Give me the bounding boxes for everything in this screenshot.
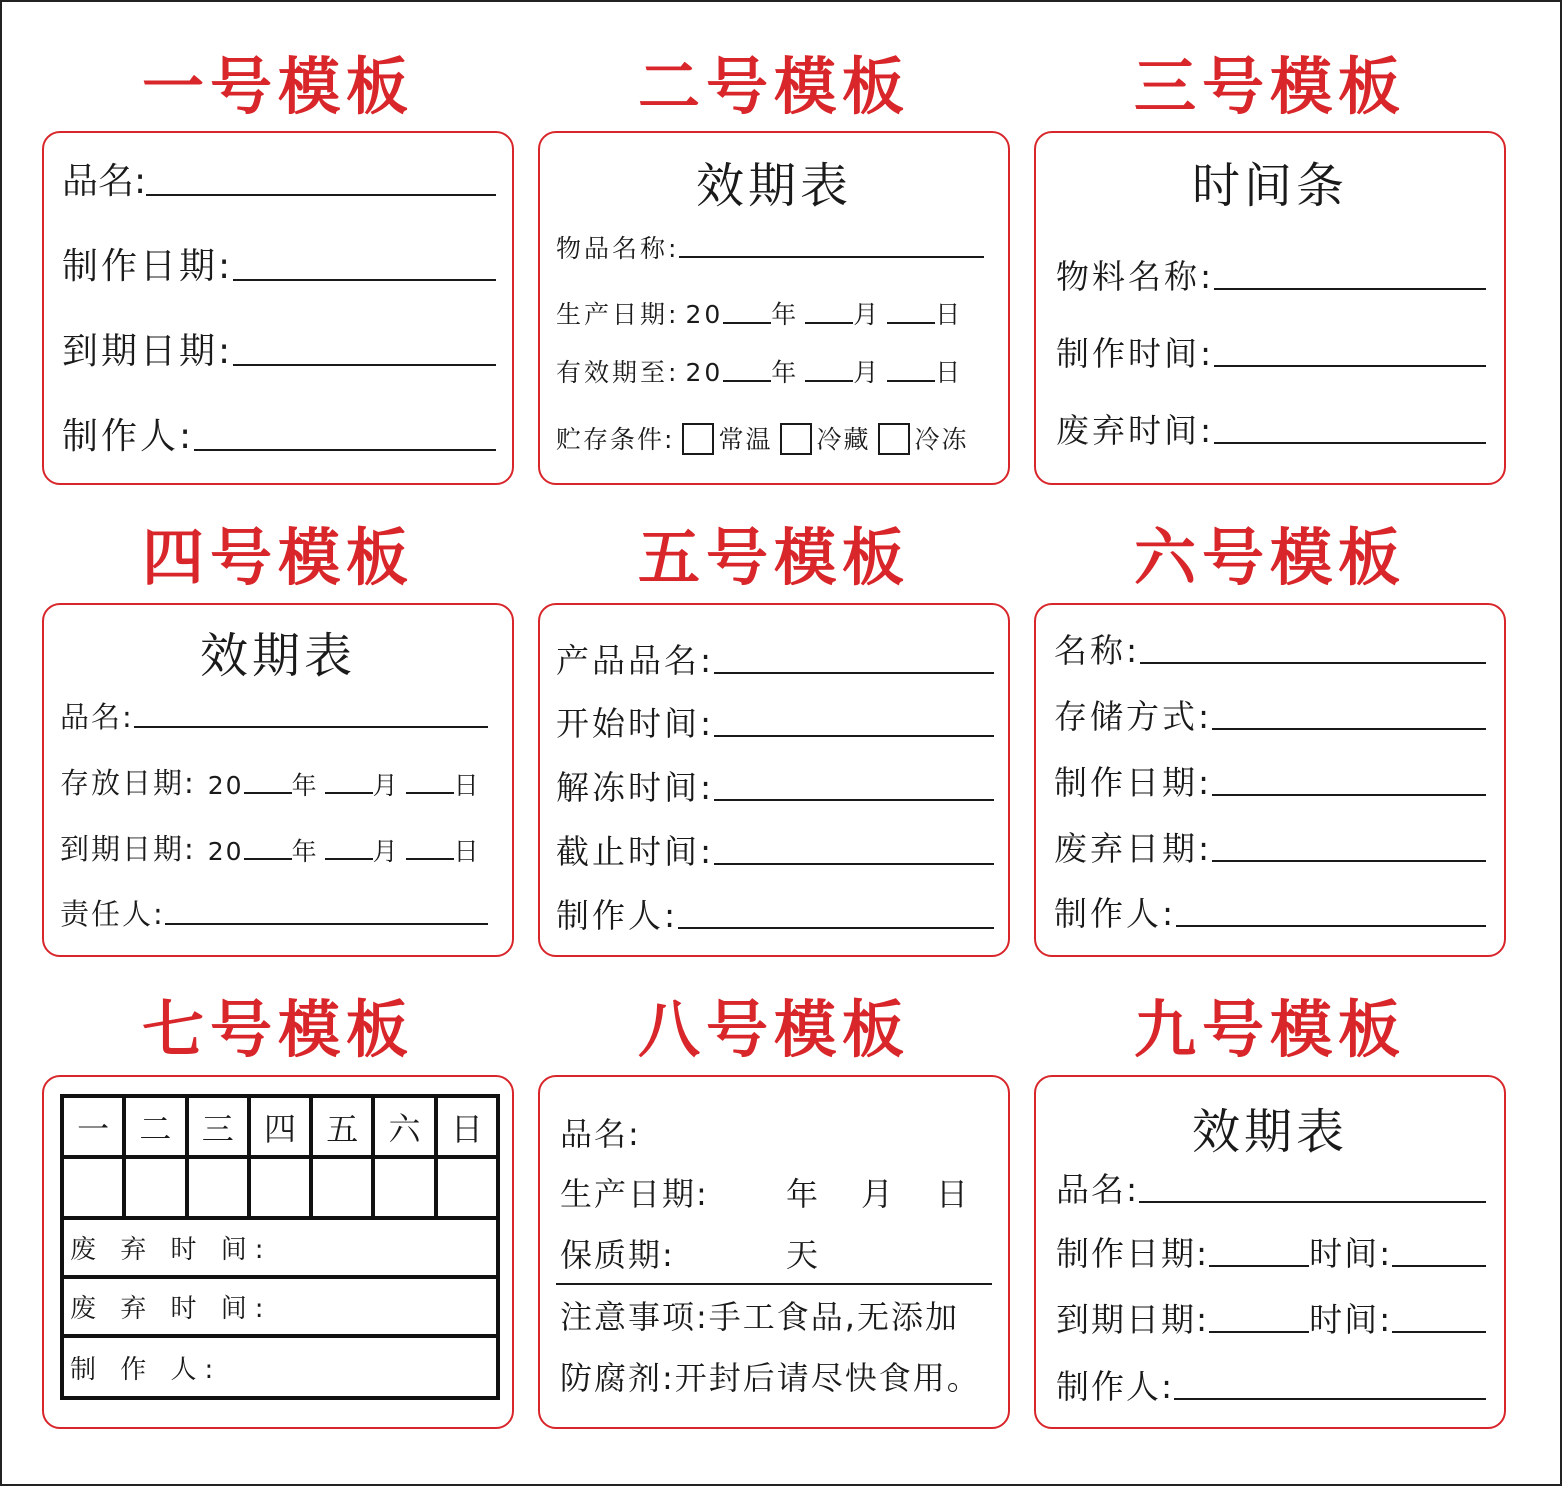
mark-cell[interactable] [436, 1157, 498, 1218]
field-label: 到期日期: [62, 331, 234, 372]
field-row [556, 705, 994, 743]
fill-line[interactable] [233, 363, 496, 366]
month-label: 月 [372, 770, 400, 800]
field-row [62, 246, 496, 287]
field-label: 制作日期: [1056, 1234, 1210, 1273]
field-label: 生产日期: [560, 1175, 709, 1213]
year-label: 年 [771, 300, 800, 329]
date-row [560, 1176, 970, 1213]
checkbox-room-temp[interactable] [682, 423, 714, 455]
weekday-header-row [62, 1096, 498, 1157]
card-heading: 时间条 [1191, 158, 1348, 214]
fill-line[interactable] [1139, 1200, 1486, 1203]
field-row [62, 161, 496, 202]
field-label: 废弃日期: [1054, 829, 1213, 868]
year-label: 年 [291, 770, 319, 800]
field-label: 废弃时间: [1056, 411, 1215, 450]
weekday-grid [60, 1094, 500, 1400]
template-6-title: 六号模板 [1133, 521, 1406, 594]
template-4-title: 四号模板 [141, 521, 414, 594]
date-blank[interactable] [1209, 1331, 1309, 1333]
field-row [1054, 632, 1486, 670]
time-blank[interactable] [1392, 1264, 1486, 1267]
date-row [60, 767, 481, 800]
template-5-title: 五号模板 [637, 521, 910, 594]
field-row [1054, 698, 1486, 736]
field-label: 品名: [60, 700, 134, 734]
fill-line[interactable] [233, 278, 496, 281]
notes-line: 注意事项:手工食品,无添加 [560, 1298, 959, 1336]
field-label: 制作日期: [1054, 763, 1213, 802]
mark-cell[interactable] [249, 1157, 311, 1218]
field-label: 制作人: [62, 416, 195, 457]
month-label: 月 [861, 1175, 896, 1213]
template-2-title: 二号模板 [637, 50, 910, 123]
field-label: 制作日期: [62, 246, 234, 287]
field-label: 产品品名: [556, 641, 715, 680]
fill-line[interactable] [194, 448, 496, 451]
field-row [1054, 895, 1486, 933]
field-row [1054, 830, 1486, 868]
fill-line[interactable] [1212, 727, 1486, 730]
field-row [556, 897, 994, 935]
divider [556, 1283, 992, 1285]
field-row [1056, 258, 1486, 296]
notes-line: 防腐剂:开封后请尽快食用。 [560, 1359, 981, 1397]
field-row [1056, 335, 1486, 373]
time-label: 时间: [1309, 1300, 1393, 1339]
field-row [556, 642, 994, 680]
template-8-card [538, 1075, 1010, 1429]
year-label: 年 [291, 836, 319, 866]
option-label: 常温 [718, 424, 773, 454]
fill-line[interactable] [1174, 1397, 1486, 1400]
weekday-cell: 五 [311, 1096, 373, 1157]
month-label: 月 [853, 300, 882, 329]
field-label: 截止时间: [556, 832, 715, 871]
mark-cell[interactable] [373, 1157, 435, 1218]
template-9-title: 九号模板 [1133, 993, 1406, 1066]
year-prefix: 20 [685, 358, 724, 387]
month-label: 月 [853, 358, 882, 387]
field-row [60, 701, 488, 734]
field-label: 解冻时间: [556, 768, 715, 807]
fill-line[interactable] [1140, 661, 1486, 664]
field-label: 物料名称: [1056, 257, 1215, 296]
year-blank[interactable] [723, 322, 771, 324]
maker-cell[interactable]: 制 作 人: [62, 1336, 498, 1398]
mark-cell[interactable] [187, 1157, 249, 1218]
field-label: 生产日期: [556, 300, 680, 329]
fill-line[interactable] [714, 798, 994, 801]
field-label: 制作人: [1054, 894, 1177, 933]
month-blank[interactable] [325, 792, 373, 794]
year-prefix: 20 [685, 300, 724, 329]
field-label: 物品名称: [556, 234, 680, 263]
year-prefix: 20 [207, 770, 244, 800]
fill-line[interactable] [714, 734, 994, 737]
field-label: 名称: [1054, 631, 1141, 670]
fill-line[interactable] [165, 922, 488, 925]
datetime-row [1056, 1301, 1486, 1339]
fill-line[interactable] [1214, 287, 1486, 290]
field-row [560, 1116, 641, 1153]
month-blank[interactable] [805, 322, 853, 324]
day-label: 日 [935, 358, 964, 387]
template-8-title: 八号模板 [637, 993, 910, 1066]
field-label: 开始时间: [556, 704, 715, 743]
month-label: 月 [372, 836, 400, 866]
discard-time-cell[interactable]: 废 弃 时 间: [62, 1277, 498, 1336]
field-row [62, 331, 496, 372]
fill-line[interactable] [678, 926, 994, 929]
weekday-cell: 三 [187, 1096, 249, 1157]
template-2-card [538, 131, 1010, 485]
fill-line[interactable] [714, 862, 994, 865]
checkbox-refrigerated[interactable] [780, 423, 812, 455]
weekday-mark-row [62, 1157, 498, 1218]
field-label: 有效期至: [556, 358, 680, 387]
field-label: 存储方式: [1054, 697, 1213, 736]
field-row [1056, 1171, 1486, 1209]
fill-line[interactable] [146, 193, 496, 196]
template-5-card [538, 603, 1010, 957]
day-label: 日 [453, 770, 481, 800]
field-row [1056, 412, 1486, 450]
field-label: 品名: [1056, 1170, 1140, 1209]
field-label: 贮存条件: [556, 424, 675, 454]
template-7-card [42, 1075, 514, 1429]
option-label: 冷藏 [816, 424, 871, 454]
field-label: 制作人: [556, 896, 679, 935]
weekday-cell: 一 [62, 1096, 124, 1157]
fill-line[interactable] [1212, 859, 1486, 862]
day-blank[interactable] [887, 380, 935, 382]
field-label: 到期日期: [1056, 1300, 1210, 1339]
checkbox-frozen[interactable] [878, 423, 910, 455]
fill-line[interactable] [679, 255, 984, 258]
field-row [62, 416, 496, 457]
fill-line[interactable] [1176, 924, 1486, 927]
fill-line[interactable] [1214, 441, 1486, 444]
field-label: 制作时间: [1056, 334, 1215, 373]
date-row [60, 833, 481, 866]
weekday-cell: 四 [249, 1096, 311, 1157]
day-label: 日 [935, 300, 964, 329]
field-label: 品名: [62, 161, 147, 202]
card-heading: 效期表 [199, 628, 356, 684]
field-label: 责任人: [60, 897, 165, 931]
field-row [1054, 764, 1486, 802]
shelf-life-row [560, 1237, 820, 1274]
field-row [556, 769, 994, 807]
fill-line[interactable] [1212, 793, 1486, 796]
day-blank[interactable] [406, 858, 454, 860]
option-label: 冷冻 [914, 424, 969, 454]
fill-line[interactable] [134, 725, 488, 728]
field-label: 到期日期: [60, 832, 196, 866]
card-heading: 效期表 [695, 158, 852, 214]
year-blank[interactable] [723, 380, 771, 382]
day-blank[interactable] [406, 792, 454, 794]
year-label: 年 [786, 1175, 821, 1213]
weekday-cell: 日 [436, 1096, 498, 1157]
field-label: 制作人: [1056, 1367, 1175, 1406]
date-row [556, 359, 963, 388]
field-row [556, 235, 984, 264]
datetime-row [1056, 1235, 1486, 1273]
time-blank[interactable] [1392, 1330, 1486, 1333]
storage-row [556, 423, 968, 457]
field-label: 品名: [560, 1115, 641, 1153]
field-row [556, 833, 994, 871]
field-row [1056, 1368, 1486, 1406]
day-blank[interactable] [887, 322, 935, 324]
template-9-card [1034, 1075, 1506, 1429]
template-1-card [42, 131, 514, 485]
field-label: 保质期: [560, 1236, 675, 1274]
template-6-card [1034, 603, 1506, 957]
template-4-card [42, 603, 514, 957]
weekday-cell: 六 [373, 1096, 435, 1157]
discard-time-cell[interactable]: 废 弃 时 间: [62, 1218, 498, 1277]
template-7-title: 七号模板 [141, 993, 414, 1066]
fill-line[interactable] [714, 671, 994, 674]
day-label: 日 [453, 836, 481, 866]
days-label: 天 [786, 1236, 821, 1274]
mark-cell[interactable] [62, 1157, 124, 1218]
date-row [556, 301, 963, 330]
month-blank[interactable] [325, 858, 373, 860]
card-heading: 效期表 [1191, 1104, 1348, 1160]
field-row [60, 898, 488, 931]
year-label: 年 [771, 358, 800, 387]
fill-line[interactable] [1214, 364, 1486, 367]
mark-cell[interactable] [311, 1157, 373, 1218]
time-label: 时间: [1309, 1234, 1393, 1273]
year-prefix: 20 [207, 836, 244, 866]
template-1-title: 一号模板 [141, 50, 414, 123]
day-label: 日 [936, 1175, 971, 1213]
mark-cell[interactable] [124, 1157, 186, 1218]
year-blank[interactable] [244, 792, 292, 794]
template-3-card [1034, 131, 1506, 485]
date-blank[interactable] [1209, 1265, 1309, 1267]
month-blank[interactable] [805, 380, 853, 382]
field-label: 存放日期: [60, 766, 196, 800]
template-3-title: 三号模板 [1133, 50, 1406, 123]
weekday-cell: 二 [124, 1096, 186, 1157]
year-blank[interactable] [244, 858, 292, 860]
